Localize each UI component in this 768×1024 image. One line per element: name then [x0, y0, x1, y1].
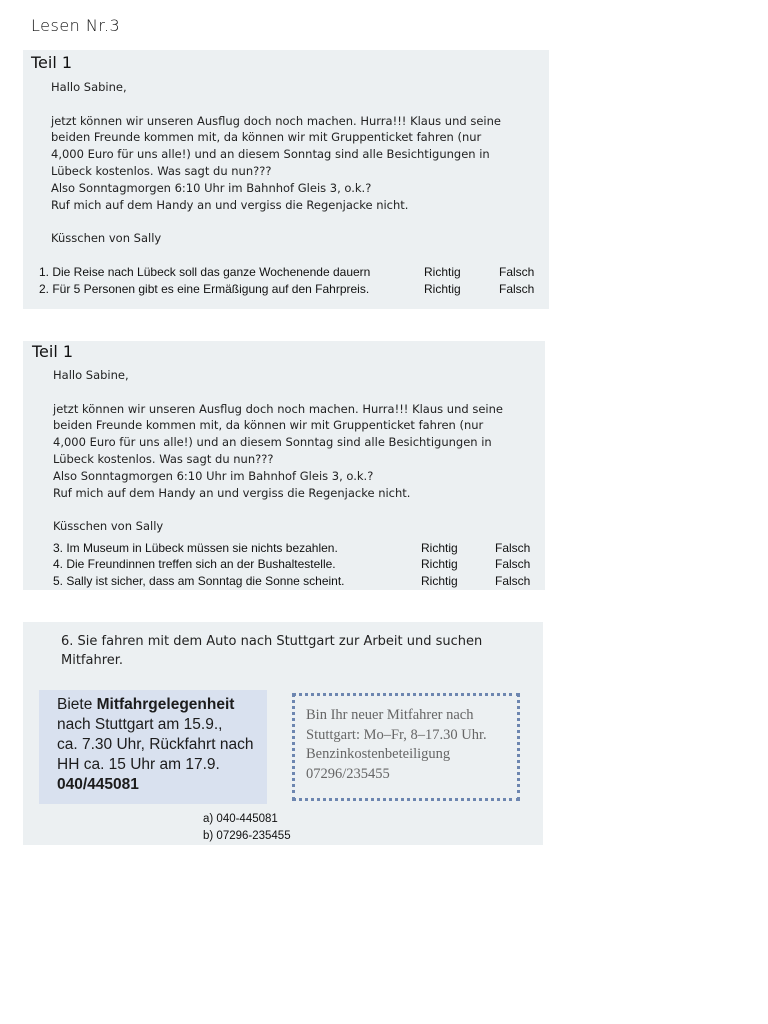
- statement-text: 2. Für 5 Personen gibt es eine Ermäßigung auf den Fahrpreis.: [39, 282, 370, 296]
- letter-line: Lübeck kostenlos. Was sagt du nun???: [53, 451, 274, 466]
- falsch-option[interactable]: Falsch: [499, 265, 535, 279]
- letter-greeting: Hallo Sabine,: [53, 368, 129, 382]
- statement-row: [53, 557, 543, 574]
- phone-number: 040/445081: [57, 776, 139, 793]
- page-title: Lesen Nr.3: [31, 16, 121, 35]
- falsch-option[interactable]: Falsch: [499, 282, 535, 296]
- statement-row: [53, 574, 543, 591]
- ad-phone: 07296/235455: [306, 765, 390, 782]
- letter-text: [51, 79, 531, 247]
- letter-line: Also Sonntagmorgen 6:10 Uhr im Bahnhof Gleis 3, o.k.?: [51, 180, 372, 195]
- letter-closing: Küsschen von Sally: [51, 231, 162, 246]
- ad-keyword: Mitfahrgelegenheit: [96, 696, 235, 713]
- letter-greeting: Hallo Sabine,: [51, 80, 127, 94]
- statement-text: 3. Im Museum in Lübeck müssen sie nichts bezahlen.: [53, 541, 338, 555]
- richtig-option[interactable]: Richtig: [421, 574, 458, 588]
- reading-panel-2: [23, 341, 545, 590]
- answer-options: [203, 811, 291, 845]
- reading-panel-1: [23, 50, 549, 309]
- answer-option-a[interactable]: a) 040-445081: [203, 813, 278, 825]
- task-line: Mitfahrer.: [61, 653, 124, 668]
- letter-line: 4,000 Euro für uns alle!) und an diesem Sonntag sind alle Besichtigungen in: [51, 147, 490, 162]
- ad-line: Stuttgart: Mo–Fr, 8–17.30 Uhr.: [306, 726, 487, 743]
- ad-line: Benzinkostenbeteiligung: [306, 746, 451, 762]
- letter-line: Also Sonntagmorgen 6:10 Uhr im Bahnhof Gleis 3, o.k.?: [53, 468, 374, 483]
- letter-line: Lübeck kostenlos. Was sagt du nun???: [51, 163, 272, 178]
- ad-offer-ride: [39, 690, 267, 804]
- statement-text: 4. Die Freundinnen treffen sich an der Bushaltestelle.: [53, 557, 336, 571]
- falsch-option[interactable]: Falsch: [495, 574, 531, 588]
- ad-line: HH ca. 15 Uhr am 17.9.: [57, 756, 220, 773]
- task-line: 6. Sie fahren mit dem Auto nach Stuttgart zur Arbeit und suchen: [61, 634, 483, 649]
- statement-row: [53, 541, 543, 558]
- letter-line: jetzt können wir unseren Ausflug doch noch machen. Hurra!!! Klaus und seine: [53, 401, 503, 416]
- ad-line: ca. 7.30 Uhr, Rückfahrt nach: [57, 736, 254, 753]
- ad-line: Bin Ihr neuer Mitfahrer nach: [306, 707, 474, 723]
- letter-line: Ruf mich auf dem Handy an und vergiss die Regenjacke nicht.: [53, 485, 411, 500]
- statement-text: 5. Sally ist sicher, dass am Sonntag die Sonne scheint.: [53, 574, 345, 588]
- richtig-option[interactable]: Richtig: [424, 265, 461, 279]
- richtig-option[interactable]: Richtig: [421, 541, 458, 555]
- reading-panel-3: [23, 622, 543, 845]
- statement-text: 1. Die Reise nach Lübeck soll das ganze Wochenende dauern: [39, 265, 371, 279]
- letter-line: jetzt können wir unseren Ausflug doch noch machen. Hurra!!! Klaus und seine: [51, 113, 501, 128]
- richtig-option[interactable]: Richtig: [424, 282, 461, 296]
- letter-line: Ruf mich auf dem Handy an und vergiss die Regenjacke nicht.: [51, 197, 409, 212]
- statement-row: [39, 265, 539, 282]
- letter-line: beiden Freunde kommen mit, da können wir mit Gruppenticket fahren (nur: [53, 418, 484, 433]
- letter-line: beiden Freunde kommen mit, da können wir mit Gruppenticket fahren (nur: [51, 130, 482, 145]
- letter-text: [53, 367, 533, 535]
- ad-line: [57, 695, 267, 715]
- falsch-option[interactable]: Falsch: [495, 541, 531, 555]
- letter-closing: Küsschen von Sally: [53, 519, 164, 534]
- letter-line: 4,000 Euro für uns alle!) und an diesem Sonntag sind alle Besichtigungen in: [53, 435, 492, 450]
- section-heading: Teil 1: [31, 53, 73, 72]
- ad-text: Biete: [57, 696, 97, 713]
- answer-option-b[interactable]: b) 07296-235455: [203, 830, 291, 842]
- ad-seek-ride: [292, 693, 520, 801]
- statement-row: [39, 282, 539, 299]
- falsch-option[interactable]: Falsch: [495, 557, 531, 571]
- task-instruction: [61, 632, 531, 670]
- richtig-option[interactable]: Richtig: [421, 557, 458, 571]
- section-heading: Teil 1: [32, 342, 74, 361]
- ad-line: nach Stuttgart am 15.9.,: [57, 716, 223, 733]
- ad-phone: [57, 775, 267, 795]
